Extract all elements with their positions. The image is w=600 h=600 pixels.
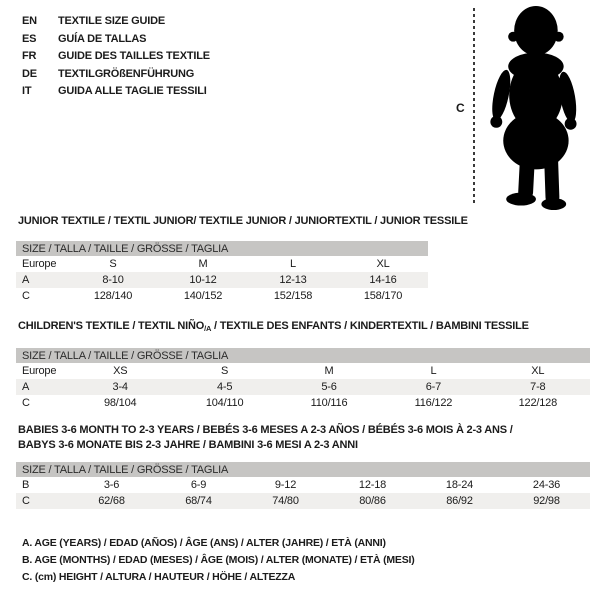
size-header-bar: SIZE / TALLA / TAILLE / GRÖSSE / TAGLIA — [16, 462, 590, 477]
table-cell: 3-6 — [103, 479, 120, 491]
table-cell: 7-8 — [530, 381, 546, 393]
language-row — [22, 83, 210, 101]
table-cell: M — [324, 365, 334, 377]
row-label: C — [22, 495, 30, 507]
size-table — [16, 348, 590, 411]
table-cell: 74/80 — [272, 495, 299, 507]
table-cell: L — [430, 365, 437, 377]
section-title-line: CHILDREN'S TEXTILE / TEXTIL NIÑO/A / TEXTILE DES ENFANTS / KINDERTEXTIL / BAMBINI TESSILE — [18, 320, 529, 333]
language-row — [22, 31, 210, 49]
table-row-europe — [16, 363, 590, 379]
size-section — [16, 320, 590, 411]
row-label: B — [22, 479, 30, 491]
table-cell: 5-6 — [321, 381, 337, 393]
table-cell: 24-36 — [532, 479, 561, 491]
table-cell: 12-18 — [358, 479, 387, 491]
table-cell: 152/158 — [273, 290, 313, 302]
size-table — [16, 241, 428, 304]
table-cell: 92/98 — [533, 495, 560, 507]
footnote-line: C. (cm) HEIGHT / ALTURA / HAUTEUR / HÖHE / ALTEZZA — [22, 571, 296, 583]
table-cell: XL — [531, 365, 545, 377]
language-label: TEXTILE SIZE GUIDE — [58, 15, 166, 27]
table-cell: 104/110 — [205, 397, 244, 409]
table-cell: L — [290, 258, 296, 270]
table-cell: XS — [113, 365, 128, 377]
measure-label-c: C — [456, 101, 465, 115]
table-row-c — [16, 493, 590, 509]
table-cell: S — [109, 258, 117, 270]
language-row — [22, 66, 210, 84]
table-cell: 158/170 — [363, 290, 403, 302]
language-code: FR — [22, 50, 37, 62]
size-header-bar: SIZE / TALLA / TAILLE / GRÖSSE / TAGLIA — [16, 241, 428, 256]
table-cell: 18-24 — [445, 479, 474, 491]
table-cell: 128/140 — [93, 290, 133, 302]
size-table — [16, 462, 590, 509]
table-cell: 98/104 — [103, 397, 137, 409]
table-cell: S — [221, 365, 229, 377]
table-cell: 110/116 — [310, 397, 348, 409]
table-row-a — [16, 272, 428, 288]
row-label: Europe — [22, 258, 57, 270]
table-cell: 116/122 — [414, 397, 453, 409]
footnote-line: B. AGE (MONTHS) / EDAD (MESES) / ÂGE (MOIS) / ALTER (MONATE) / ETÀ (MESI) — [22, 554, 415, 566]
table-row-b — [16, 477, 590, 493]
language-code: IT — [22, 85, 32, 97]
size-figure — [450, 0, 600, 215]
table-cell: 6-7 — [425, 381, 442, 393]
row-label: C — [22, 290, 30, 302]
table-cell: M — [198, 258, 208, 270]
language-code: DE — [22, 67, 37, 80]
language-label: GUIDE DES TAILLES TEXTILE — [58, 50, 210, 62]
table-row-europe — [16, 256, 428, 272]
row-label: Europe — [22, 365, 57, 377]
language-code: ES — [22, 32, 37, 45]
table-cell: XL — [376, 258, 390, 270]
size-section — [16, 423, 590, 509]
table-cell: 8-10 — [102, 274, 124, 286]
section-title-line: JUNIOR TEXTILE / TEXTIL JUNIOR/ TEXTILE JUNIOR / JUNIORTEXTIL / JUNIOR TESSILE — [18, 215, 468, 227]
row-label: A — [22, 381, 30, 393]
table-cell: 12-13 — [279, 274, 307, 286]
table-cell: 140/152 — [183, 290, 223, 302]
section-title — [16, 423, 590, 453]
table-cell: 4-5 — [216, 381, 233, 393]
language-row — [22, 13, 210, 31]
table-cell: 68/74 — [185, 495, 212, 507]
table-cell: 10-12 — [189, 274, 217, 286]
row-label: C — [22, 397, 30, 409]
section-title — [16, 215, 468, 228]
table-row-a — [16, 379, 590, 395]
table-cell: 80/86 — [359, 495, 386, 507]
section-title-line: BABIES 3-6 MONTH TO 2-3 YEARS / BEBÉS 3-6 MESES A 2-3 AÑOS / BÉBÉS 3-6 MOIS À 2-3 ANS / — [18, 424, 513, 436]
row-label: A — [22, 274, 30, 286]
language-label: TEXTILGRÖßENFÜHRUNG — [58, 67, 195, 80]
toddler-silhouette-icon — [478, 4, 580, 212]
table-cell: 122/128 — [518, 397, 558, 409]
section-title — [16, 320, 590, 335]
measure-footnotes — [22, 535, 415, 586]
table-cell: 14-16 — [369, 274, 397, 286]
table-cell: 6-9 — [190, 479, 207, 491]
language-row — [22, 48, 210, 66]
height-measure-line — [473, 8, 475, 206]
size-section — [16, 215, 468, 304]
language-code: EN — [22, 15, 37, 27]
table-cell: 3-4 — [112, 381, 128, 393]
language-label: GUIDA ALLE TAGLIE TESSILI — [58, 85, 207, 97]
table-cell: 86/92 — [446, 495, 473, 507]
table-row-c — [16, 288, 428, 304]
table-cell: 9-12 — [274, 479, 297, 491]
size-header-bar: SIZE / TALLA / TAILLE / GRÖSSE / TAGLIA — [16, 348, 590, 363]
language-legend — [22, 13, 210, 101]
table-cell: 62/68 — [98, 495, 125, 507]
section-title-line: BABYS 3-6 MONATE BIS 2-3 JAHRE / BAMBINI 3-6 MESI A 2-3 ANNI — [18, 439, 358, 451]
language-label: GUÍA DE TALLAS — [58, 32, 147, 45]
table-row-c — [16, 395, 590, 411]
footnote-line: A. AGE (YEARS) / EDAD (AÑOS) / ÂGE (ANS) / ALTER (JAHRE) / ETÀ (ANNI) — [22, 537, 386, 549]
